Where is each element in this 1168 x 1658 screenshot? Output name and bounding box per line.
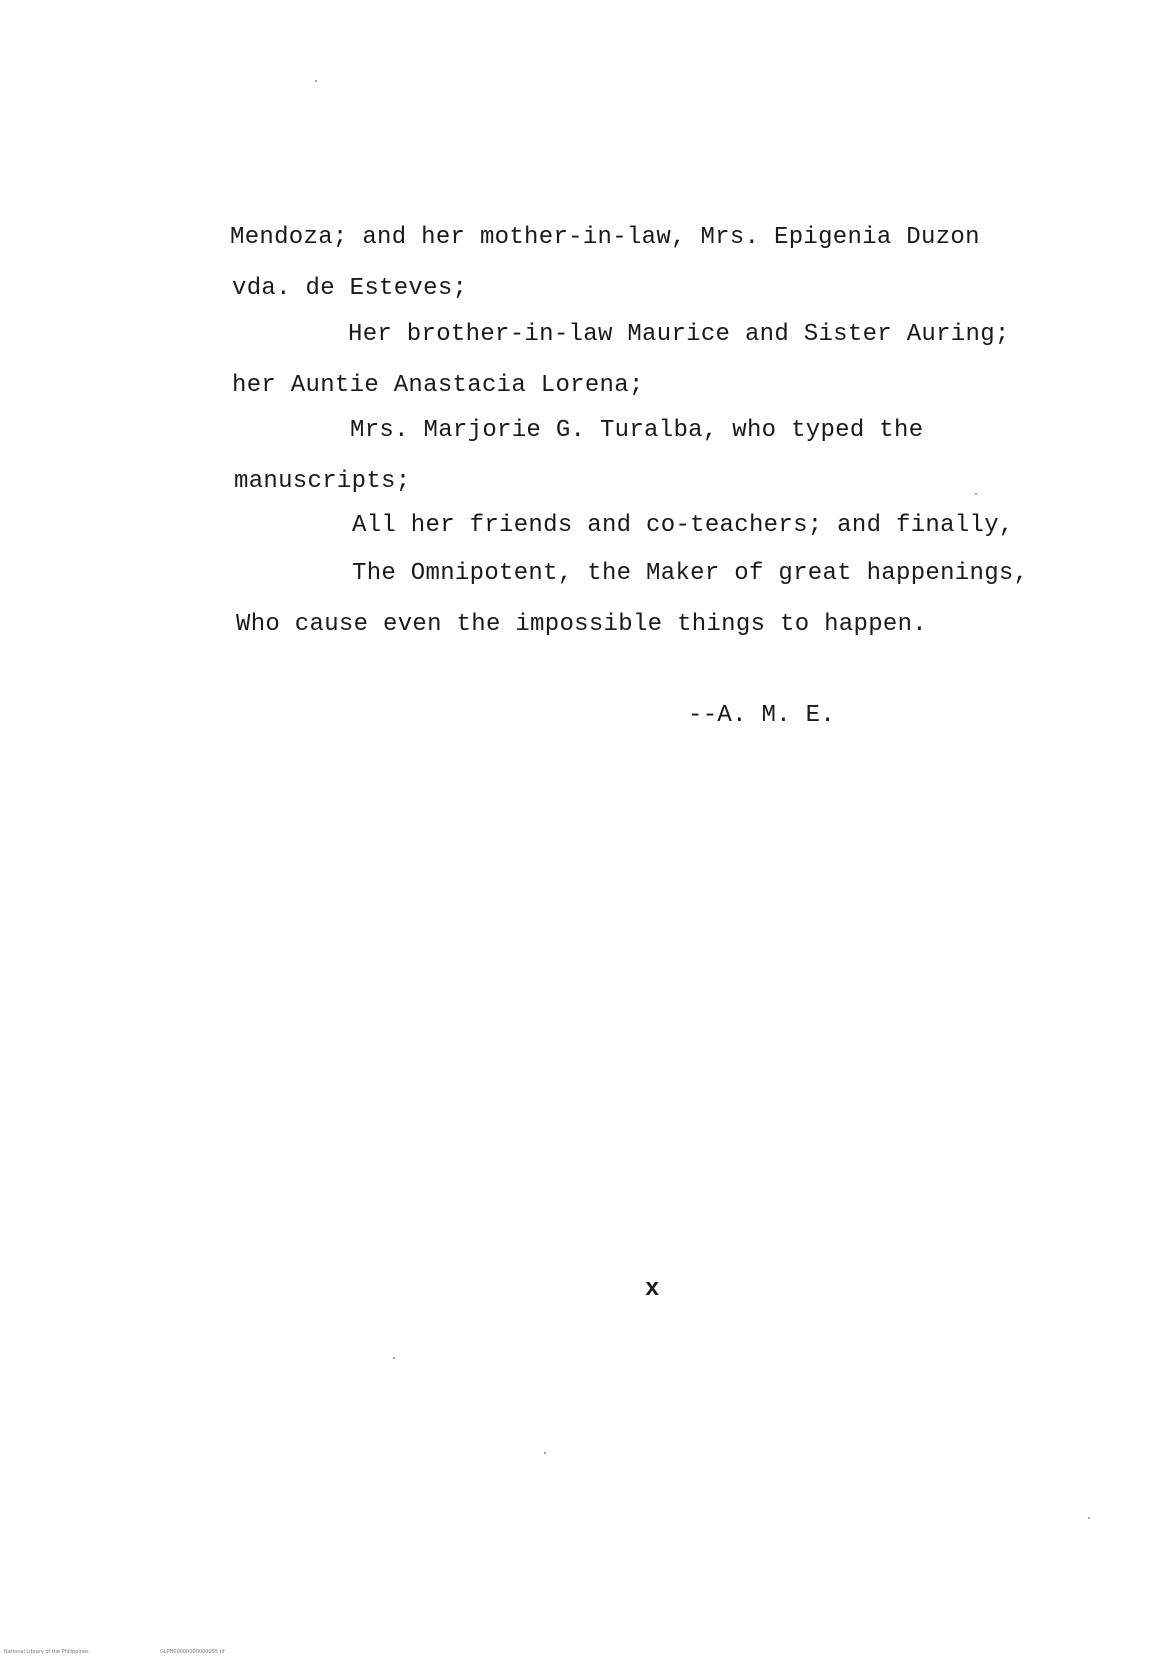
text-line-6: manuscripts; (234, 468, 411, 495)
text-line-3: Her brother-in-law Maurice and Sister Auring; (348, 321, 1010, 348)
text-line-7: All her friends and co-teachers; and finally, (352, 512, 1014, 539)
text-line-9: Who cause even the impossible things to happen. (236, 611, 928, 638)
text-line-8: The Omnipotent, the Maker of great happenings, (352, 560, 1029, 587)
signature: --A. M. E. (688, 702, 836, 729)
scan-speck (315, 80, 317, 82)
text-line-5: Mrs. Marjorie G. Turalba, who typed the (350, 417, 924, 444)
scan-speck (544, 1452, 546, 1454)
scan-speck (393, 1357, 395, 1359)
scan-speck (975, 493, 977, 495)
scan-speck (1088, 1517, 1090, 1519)
footer-library-label: National Library of the Philippines (4, 1649, 89, 1655)
text-line-1: Mendoza; and her mother-in-law, Mrs. Epigenia Duzon (230, 224, 980, 251)
footer-file-label: GLPH00000000000055 tif (160, 1649, 225, 1655)
page-number: x (645, 1276, 660, 1303)
text-line-4: her Auntie Anastacia Lorena; (232, 372, 644, 399)
text-line-2: vda. de Esteves; (232, 275, 468, 302)
